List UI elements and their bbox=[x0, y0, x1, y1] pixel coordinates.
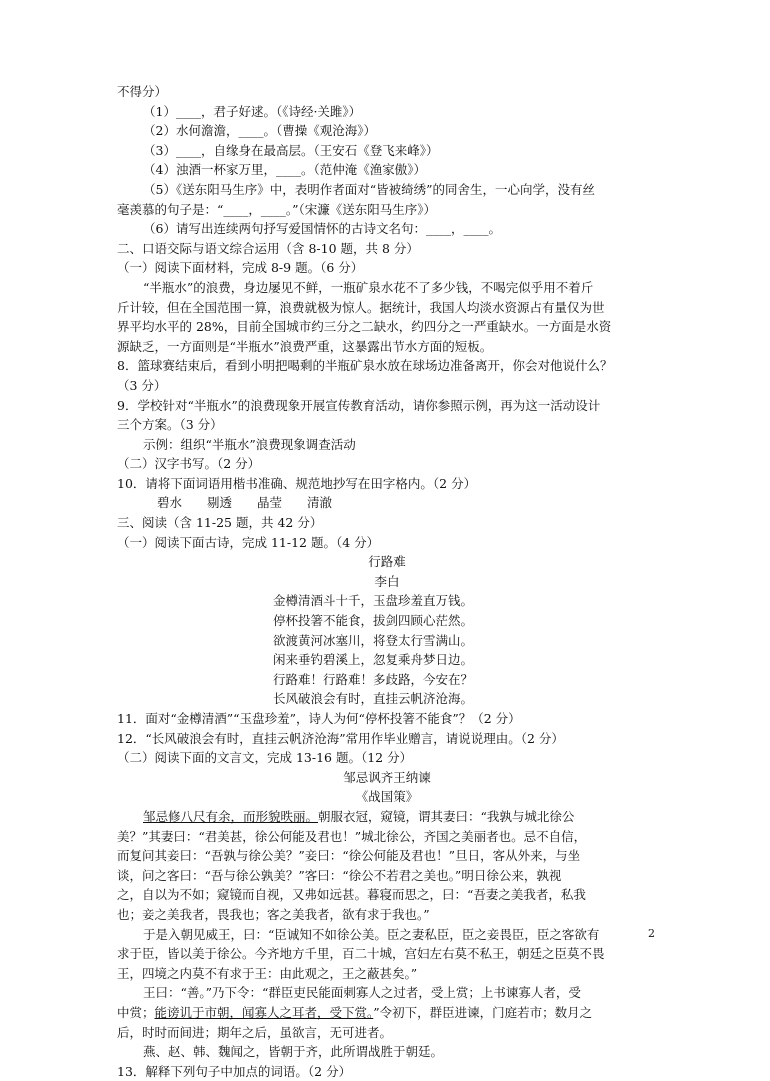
paragraph-line: 王曰：“善。”乃下令：“群臣吏民能面刺寡人之过者，受上赏；上书谏寡人者，受 bbox=[143, 985, 581, 1001]
paragraph-line: 燕、赵、韩、魏闻之，皆朝于齐，此所谓战胜于朝廷。 bbox=[143, 1044, 444, 1060]
subsection-heading: （一）阅读下面材料，完成 8-9 题。（6 分） bbox=[117, 260, 364, 276]
page-number: 2 bbox=[648, 927, 655, 940]
text-line: 毫羡慕的句子是：“____，____。”（宋濂《送东阳马生序》） bbox=[117, 201, 437, 217]
text-span: 朝服衣冠，窥镜，谓其妻曰：“我孰与城北徐公 bbox=[318, 808, 575, 824]
paragraph-line: 也；妾之美我者，畏我也；客之美我者，欲有求于我也。” bbox=[117, 906, 430, 922]
section-heading: 三、阅读（含 11-25 题，共 42 分） bbox=[117, 515, 323, 531]
poem-line: 行路难！行路难！多歧路，今安在？ bbox=[273, 671, 474, 687]
poem-line: 金樽清酒斗十千，玉盘珍羞直万钱。 bbox=[273, 593, 474, 609]
paragraph-line: 斤计较，但在全国范围一算，浪费就极为惊人。据统计，我国人均淡水资源占有量仅为世 bbox=[117, 299, 605, 315]
question-score: （3 分） bbox=[117, 377, 167, 393]
paragraph-line: 后，时时而间进；期年之后，虽欲言，无可进者。 bbox=[117, 1024, 393, 1040]
text-span: 中赏； bbox=[117, 1004, 155, 1020]
example-line: 示例：组织“半瓶水”浪费现象调查活动 bbox=[143, 436, 356, 452]
paragraph-line: 界平均水平的 28%，目前全国城市约三分之二缺水，约四分之一严重缺水。一方面是水资 bbox=[117, 319, 612, 335]
fill-blank-5: （5）《送东阳马生序》中，表明作者面对“皆被绮绣”的同舍生，一心向学，没有丝 bbox=[143, 181, 595, 197]
page-content bbox=[117, 82, 657, 1081]
question-12: 12．“长风破浪会有时，直挂云帆济沧海”常用作毕业赠言，请说说理由。（2 分） bbox=[117, 730, 564, 746]
question-9: 9．学校针对“半瓶水”的浪费现象开展宣传教育活动，请你参照示例，再为这一活动设计 bbox=[117, 397, 601, 413]
paragraph-line: 而复问其妾曰：“吾孰与徐公美？”妾曰：“徐公何能及君也！”旦日，客从外来，与坐 bbox=[117, 848, 581, 864]
subsection-heading: （二）汉字书写。（2 分） bbox=[117, 456, 261, 472]
paragraph-line: 于是入朝见威王，曰：“臣诚知不如徐公美。臣之妻私臣，臣之妾畏臣，臣之客欲有 bbox=[143, 926, 600, 942]
subsection-heading: （一）阅读下面古诗，完成 11-12 题。（4 分） bbox=[117, 534, 380, 550]
question-13: 13．解释下列句子中加点的词语。（2 分） bbox=[117, 1063, 352, 1079]
paragraph-line: 求于臣，皆以美于徐公。今齐地方千里，百二十城，宫妇左右莫不私王，朝廷之臣莫不畏 bbox=[117, 946, 605, 962]
question-10: 10．请将下面词语用楷书准确、规范地抄写在田字格内。（2 分） bbox=[117, 475, 477, 491]
fill-blank-4: （4）浊酒一杯家万里，____。（范仲淹《渔家傲》） bbox=[143, 162, 426, 178]
poem-line: 长风破浪会有时，直挂云帆济沧海。 bbox=[273, 691, 474, 707]
paragraph-line: 之，自以为不如；窥镜而自视，又弗如远甚。暮寝而思之，曰：“吾妻之美我者，私我 bbox=[117, 887, 586, 903]
fill-blank-2: （2）水何澹澹，____。（曹操《观沧海》） bbox=[143, 123, 376, 139]
word-list: 碧水 剔透 晶莹 清澈 bbox=[157, 495, 333, 511]
paragraph-line: “半瓶水”的浪费，身边屡见不鲜，一瓶矿泉水花不了多少钱，不喝完似乎用不着斤 bbox=[143, 279, 594, 295]
text-span: ”令初下，群臣进谏，门庭若市；数月之 bbox=[373, 1004, 593, 1020]
subsection-heading: （二）阅读下面的文言文，完成 13-16 题。（12 分） bbox=[117, 750, 413, 766]
essay-source: 《战国策》 bbox=[355, 789, 419, 805]
question-score: 三个方案。（3 分） bbox=[117, 417, 223, 433]
underlined-sentence: 能谤讥于市朝，闻寡人之耳者，受下赏。 bbox=[154, 1004, 374, 1020]
paragraph-line bbox=[117, 807, 657, 827]
text-line: 不得分） bbox=[117, 84, 168, 99]
paragraph-line bbox=[117, 1003, 657, 1023]
question-8: 8．篮球赛结束后，看到小明把喝剩的半瓶矿泉水放在球场边准备离开，你会对他说什么？ bbox=[117, 358, 613, 374]
poem-line: 欲渡黄河冰塞川，将登太行雪满山。 bbox=[273, 632, 474, 648]
underlined-sentence: 邹忌修八尺有余，而形貌昳丽。 bbox=[143, 808, 319, 824]
essay-title: 邹忌讽齐王纳谏 bbox=[343, 769, 431, 785]
poem-author: 李白 bbox=[374, 573, 400, 589]
paragraph-line: 源缺乏，一方面则是“半瓶水”浪费严重，这暴露出节水方面的短板。 bbox=[117, 338, 493, 354]
fill-blank-3: （3）____，自缘身在最高层。（王安石《登飞来峰》） bbox=[143, 142, 439, 158]
paragraph-line: 谈，问之客曰：“吾与徐公孰美？”客曰：“徐公不若君之美也。”明日徐公来，孰视 bbox=[117, 867, 562, 883]
paragraph-line: 美？”其妻曰：“君美甚，徐公何能及君也！”城北徐公，齐国之美丽者也。忌不自信， bbox=[117, 828, 587, 844]
section-heading: 二、口语交际与语文综合运用（含 8-10 题，共 8 分） bbox=[117, 240, 419, 256]
poem-line: 停杯投箸不能食，拔剑四顾心茫然。 bbox=[273, 613, 474, 629]
question-11: 11．面对“金樽清酒”“玉盘珍羞”，诗人为何“停杯投箸不能食”？（2 分） bbox=[117, 711, 521, 726]
fill-blank-6: （6）请写出连续两句抒写爱国情怀的古诗文名句：____，____。 bbox=[143, 221, 501, 237]
paragraph-line: 王，四境之内莫不有求于王：由此观之，王之蔽甚矣。” bbox=[117, 965, 418, 981]
poem-line: 闲来垂钓碧溪上，忽复乘舟梦日边。 bbox=[273, 652, 474, 668]
fill-blank-1: （1）____，君子好逑。（《诗经·关雎》） bbox=[143, 103, 362, 119]
poem-title: 行路难 bbox=[368, 554, 406, 570]
